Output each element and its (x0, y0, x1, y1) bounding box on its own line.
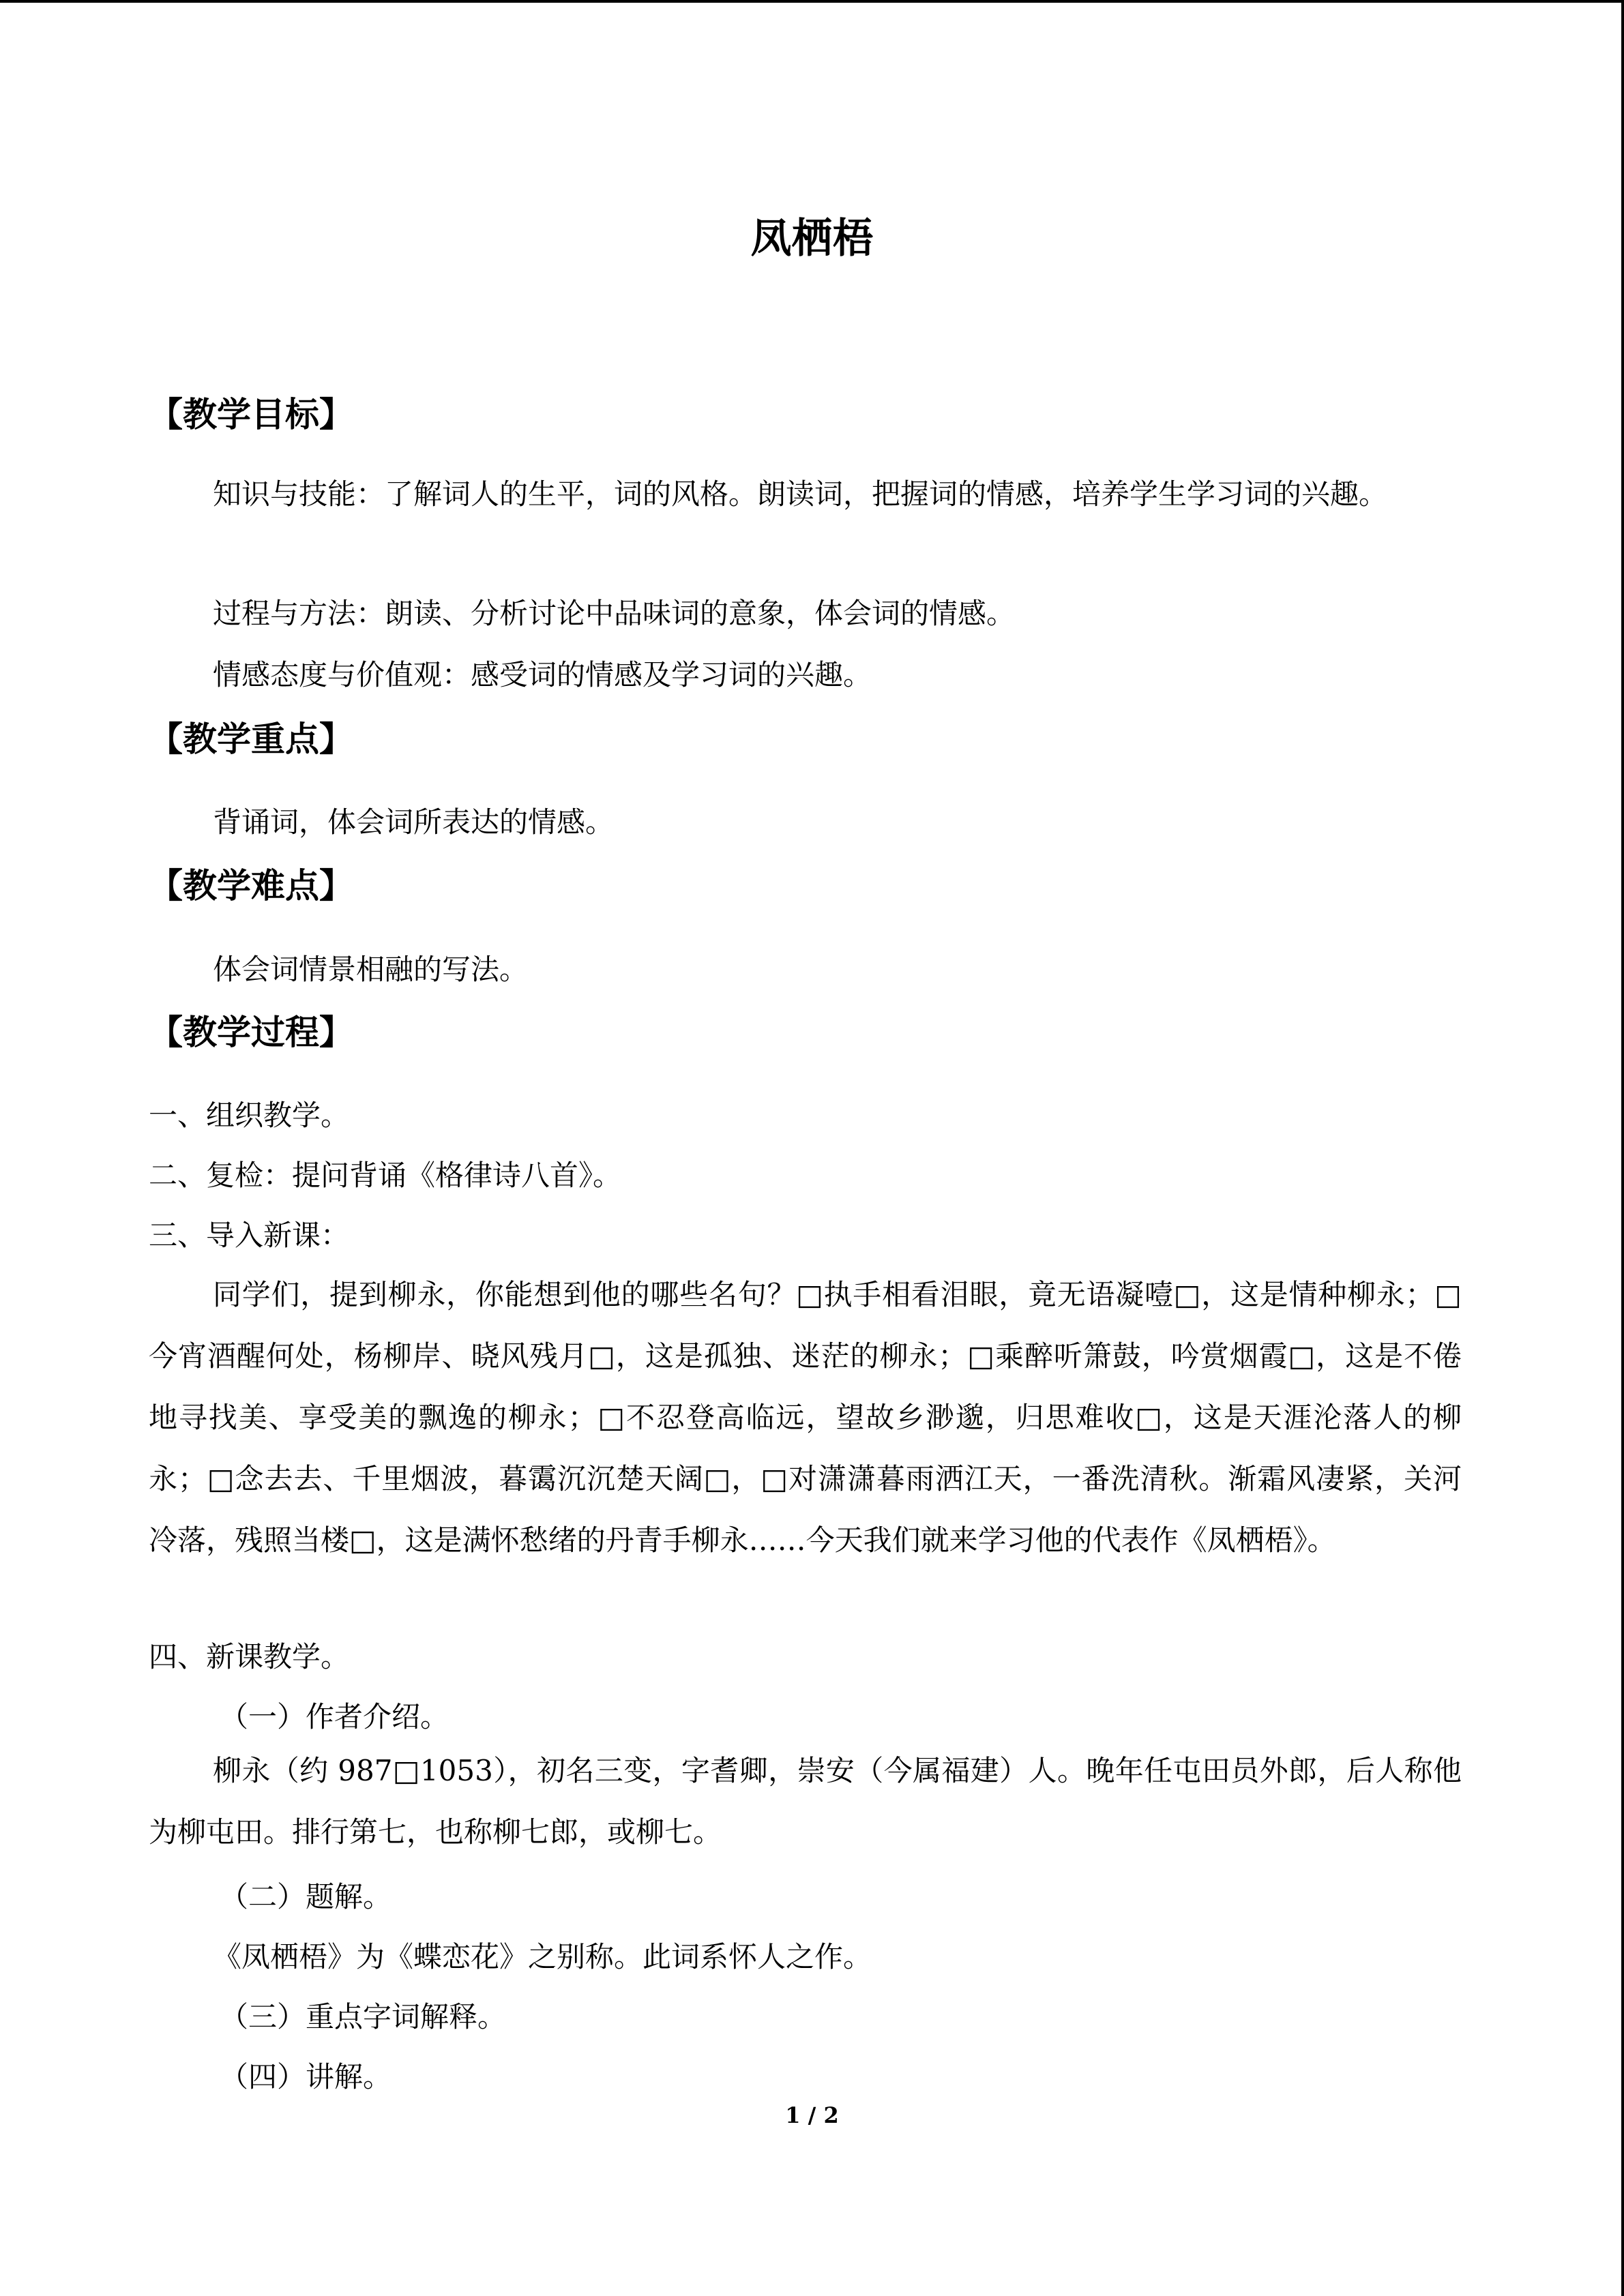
process-step4: 四、新课教学。 (149, 1640, 350, 1673)
document-title: 凤栖梧 (750, 215, 874, 263)
process-title-note: 《凤栖梧》为《蝶恋花》之别称。此词系怀人之作。 (213, 1940, 872, 1973)
page-right-border (1621, 0, 1624, 2296)
process-sub3: （三）重点字词解释。 (220, 2000, 507, 2033)
objectives-heading: 【教学目标】 (149, 395, 353, 434)
process-intro: 同学们，提到柳永，你能想到他的哪些名句？□执手相看泪眼，竟无语凝噎□，这是情种柳永；□今宵酒醒何处，杨柳岸、晓风残月□，这是孤独、迷茫的柳永；□乘醉听箫鼓，吟赏烟霞□，这是不倦地寻找美、享受美的飘逸的柳永；□不忍登高临远，望故乡渺邈，归思难收□，这是天涯沦落人的柳永；□念去去、千里烟波，暮霭沉沉楚天阔□，□对潇潇暮雨洒江天，一番洗清秋。渐霜风凄紧，关河冷落，残照当楼□，这是满怀愁绪的丹青手柳永……今天我们就来学习他的代表作《凤栖梧》。 (149, 1278, 1462, 1557)
page-number: 1 / 2 (785, 2102, 839, 2128)
objectives-emotion: 情感态度与价值观：感受词的情感及学习词的兴趣。 (213, 658, 872, 691)
difficulties-heading: 【教学难点】 (149, 866, 353, 906)
key-points-heading: 【教学重点】 (149, 719, 353, 759)
process-sub4: （四）讲解。 (220, 2060, 392, 2093)
process-sub2: （二）题解。 (220, 1880, 392, 1913)
difficulties-text: 体会词情景相融的写法。 (213, 953, 529, 986)
objectives-process: 过程与方法：朗读、分析讨论中品味词的意象，体会词的情感。 (213, 597, 1016, 630)
objectives-knowledge: 知识与技能：了解词人的生平，词的风格。朗读词，把握词的情感，培养学生学习词的兴趣。 (213, 477, 1388, 511)
process-heading: 【教学过程】 (149, 1013, 353, 1052)
process-step3: 三、导入新课： (149, 1219, 350, 1252)
key-points-text: 背诵词，体会词所表达的情感。 (213, 805, 615, 839)
page-top-border (0, 0, 1624, 3)
process-author: 柳永（约 987□1053），初名三变，字耆卿，崇安（今属福建）人。晚年任屯田员外郎，后人称他为柳屯田。排行第七，也称柳七郎，或柳七。 (149, 1754, 1462, 1849)
process-step2: 二、复检：提问背诵《格律诗八首》。 (149, 1159, 622, 1192)
process-step1: 一、组织教学。 (149, 1099, 350, 1132)
process-sub1: （一）作者介绍。 (220, 1700, 449, 1733)
